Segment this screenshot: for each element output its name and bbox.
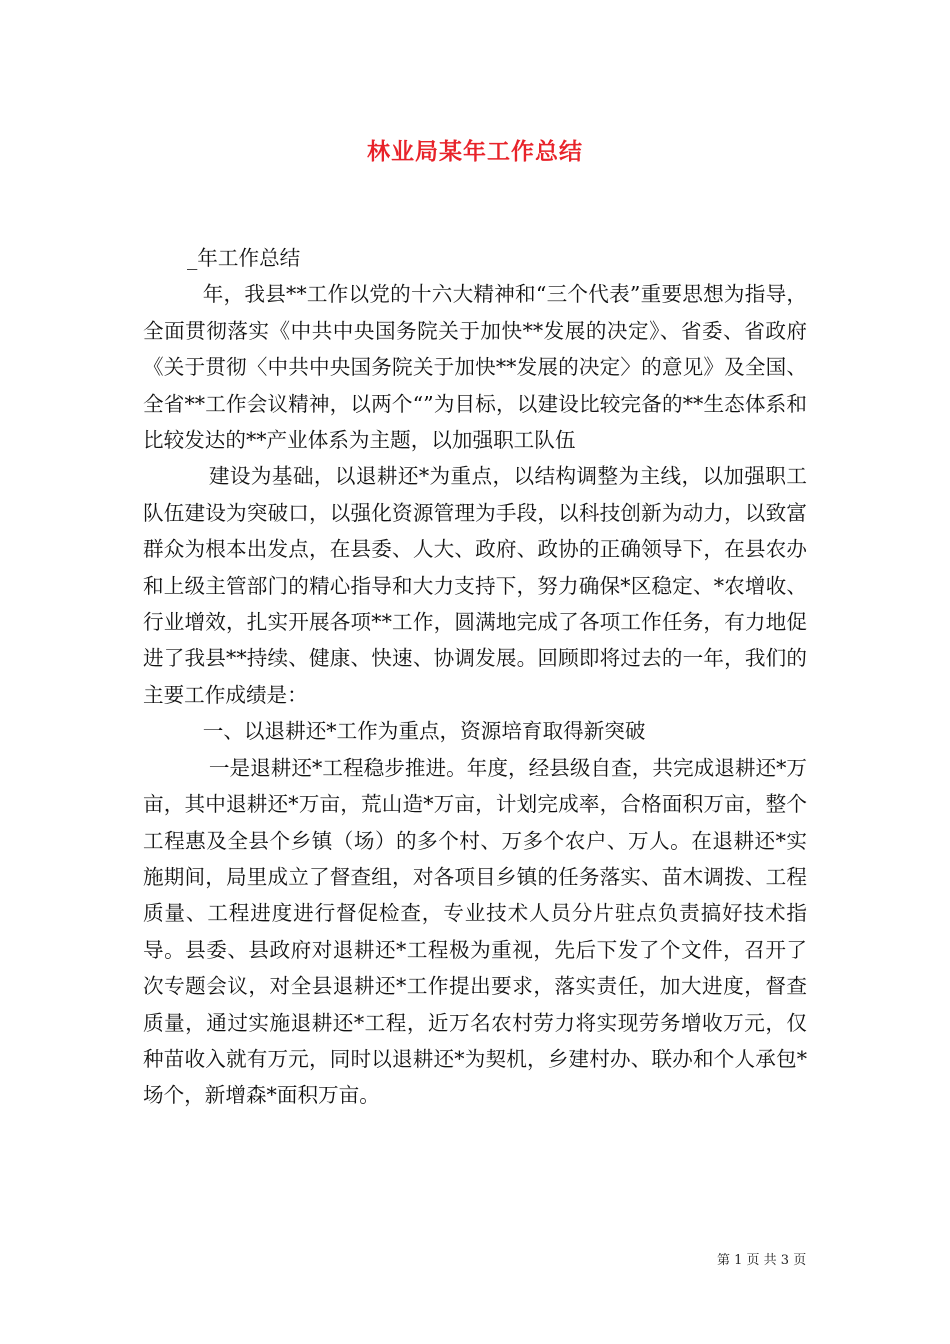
document-title: 林业局某年工作总结 <box>367 139 583 165</box>
paragraph-foundation: 建设为基础，以退耕还*为重点，以结构调整为主线，以加强职工队伍建设为突破口，以强化资源管理为手段，以科技创新为动力，以致富群众为根本出发点，在县委、人大、政府、政协的正确领导下，在县农办和上级主管部门的精心指导和大力支持下，努力确保*区稳定、*农增收、行业增效，扎实开展各项**工作，圆满地完成了各项工作任务，有力地促进了我县**持续、健康、快速、协调发展。回顾即将过去的一年，我们的主要工作成绩是： <box>143 464 807 707</box>
page-number: 第 1 页 共 3 页 <box>717 1253 807 1268</box>
paragraph-returning-farmland: 一是退耕还*工程稳步推进。年度，经县级自查，共完成退耕还*万亩，其中退耕还*万亩，荒山造*万亩，计划完成率，合格面积万亩，整个工程惠及全县个乡镇（场）的多个村、万多个农户、万人。在退耕还*实施期间，局里成立了督查组，对各项目乡镇的任务落实、苗木调拨、工程质量、工程进度进行督促检查，专业技术人员分片驻点负责搞好技术指导。县委、县政府对退耕还*工程极为重视，先后下发了个文件，召开了次专题会议，对全县退耕还*工作提出要求，落实责任，加大进度，督查质量，通过实施退耕还*工程，近万名农村劳力将实现劳务增收万元，仅种苗收入就有万元，同时以退耕还*为契机，乡建村办、联办和个人承包*场个，新增森*面积万亩。 <box>143 755 807 1108</box>
paragraph-intro: 年，我县**工作以党的十六大精神和“三个代表”重要思想为指导，全面贯彻落实《中共中央国务院关于加快**发展的决定》、省委、省政府《关于贯彻〈中共中央国务院关于加快**发展的决定〉的意见》及全国、全省**工作会议精神，以两个“”为目标，以建设比较完备的**生态体系和比较发达的**产业体系为主题，以加强职工队伍 <box>143 282 807 453</box>
document-body <box>143 240 807 1114</box>
paragraph-subtitle: _年工作总结 <box>187 246 301 270</box>
section-heading-one: 一、以退耕还*工作为重点，资源培育取得新突破 <box>202 719 646 744</box>
